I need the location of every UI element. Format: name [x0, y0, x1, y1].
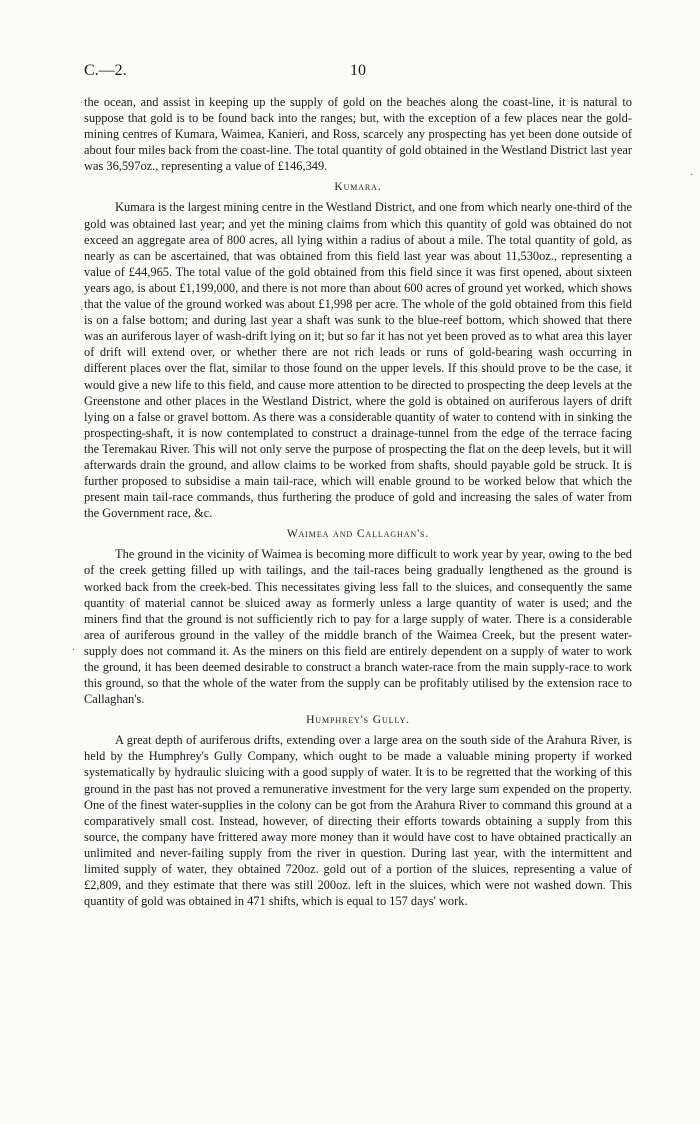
page-header	[84, 62, 632, 84]
section-heading-waimea: Waimea and Callaghan's.	[286, 528, 430, 541]
margin-dot-mark: ·	[690, 170, 694, 181]
body-text	[84, 94, 632, 909]
margin-dot-mark: ·	[72, 645, 76, 656]
kumara-paragraph: Kumara is the largest mining centre in the Westland District, and one from which nearly one-third of the gold was obtained last year; and yet the mining claims from which this quantity of gold was obtained do not exceed an aggregate area of 800 acres, all lying within a radius of about a mile. The total quantity of gold, as nearly as can be ascertained, that was obtained from this field last year was about 11,530oz., representing a value of £44,965. The total value of the gold obtained from this field since it was first opened, about sixteen years ago, is about £1,199,000, and there is not more than about 600 acres of ground yet worked, which shows that the value of the ground worked was about £1,998 per acre. The whole of the gold obtained from this field is on a false bottom; and during last year a shaft was sunk to the blue-reef bottom, which showed that there was an auriferous layer of wash-drift lying on it; but so far it has not yet been proved as to what area this layer of drift will extend over, or whether there are not rich leads or runs of gold-bearing wash occurring in different places over the flat, similar to those found on the upper levels. If this should prove to be the case, it would give a new life to this field, and cause more attention to be directed to prospecting the deep levels at the Greenstone and other places in the Westland District, where the gold is obtained on auriferous layers of drift lying on a false or gravel bottom. As there was a considerable quantity of water to contend with in sinking the prospecting-shaft, it is now contemplated to construct a drainage-tunnel from the edge of the terrace facing the Teremakau River. This will not only serve the purpose of prospecting the flat on the deep levels, but it will afterwards drain the ground, and allow claims to be worked from shafts, should payable gold be struck. It is further proposed to subsidise a main tail-race, which will enable ground to be worked below that which the present main tail-race commands, thus furthering the produce of gold and increasing the sales of water from the Government race, &c.	[84, 200, 632, 521]
margin-dot-mark: ·	[80, 305, 84, 316]
intro-paragraph: the ocean, and assist in keeping up the supply of gold on the beaches along the coast-line, it is natural to suppose that gold is to be found back into the ranges; but, with the exception of a few places near the gold-mining centres of Kumara, Waimea, Kanieri, and Ross, scarcely any prospecting has yet been done outside of about four miles back from the coast-line. The total quantity of gold obtained in the Westland District last year was 36,597oz., representing a value of £146,349.	[84, 95, 632, 174]
section-heading-humphreys-gully: Humphrey's Gully.	[306, 714, 410, 727]
margin-dot-mark: ·	[80, 98, 84, 109]
document-code: C.—2.	[84, 62, 127, 79]
section-heading-kumara: Kumara.	[334, 181, 382, 194]
humphreys-gully-paragraph: A great depth of auriferous drifts, extending over a large area on the south side of the Arahura River, is held by the Humphrey's Gully Company, which ought to be made a valuable mining property if worked systematically by hydraulic sluicing with a good supply of water. It is to be regretted that the working of this ground in the past has not proved a remunerative investment for the very large sum expended on the property. One of the finest water-supplies in the colony can be got from the Arahura River to command this ground at a comparatively small cost. Instead, however, of directing their efforts towards obtaining a supply from this source, the company have frittered away more money than it would have cost to have obtained practically an unlimited and never-failing supply from the river in question. During last year, with the intermittent and limited supply of water, they obtained 720oz. gold out of a portion of the sluices, representing a value of £2,809, and they estimate that there was still 200oz. left in the sluices, which were not washed down. This quantity of gold was obtained in 471 shifts, which is equal to 157 days' work.	[84, 733, 632, 909]
page-number: 10	[350, 62, 366, 79]
waimea-paragraph: The ground in the vicinity of Waimea is becoming more difficult to work year by year, owing to the bed of the creek getting filled up with tailings, and the tail-races being gradually lengthened as the ground is worked back from the creek-bed. This necessitates giving less fall to the sluices, and consequently the same quantity of material cannot be sluiced away as formerly unless a large quantity of water is used; and the miners find that the ground is not sufficiently rich to pay for a large supply of water. There is a considerable area of auriferous ground in the valley of the middle branch of the Waimea Creek, but the present water-supply does not command it. As the miners on this field are entirely dependent on a supply of water to work the ground, it has been deemed desirable to construct a branch water-race from the main supply-race to work this ground, so that the whole of the water from the supply can be profitably utilised by the extension race to Callaghan's.	[84, 547, 632, 707]
